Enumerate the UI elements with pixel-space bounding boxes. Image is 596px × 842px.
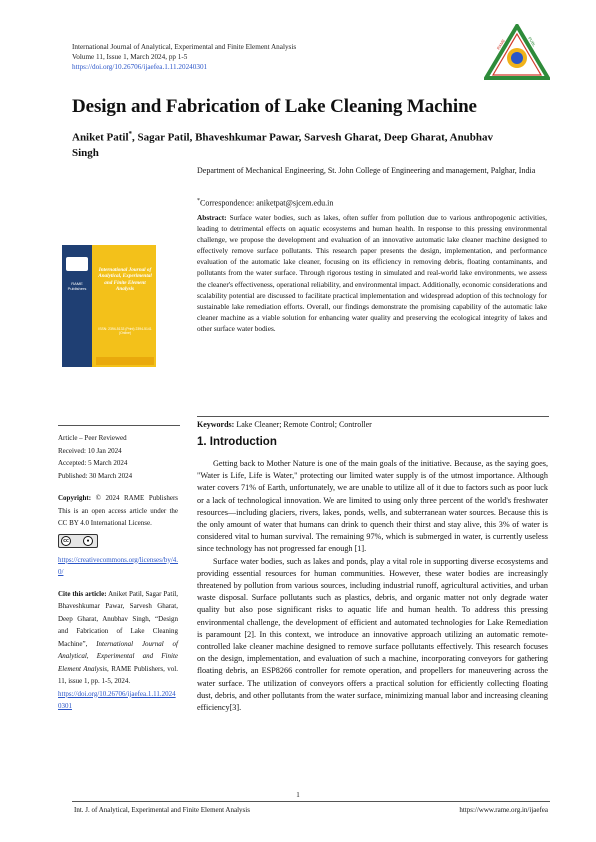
section-heading-introduction: 1. Introduction	[197, 436, 277, 448]
corresponding-mark: *	[197, 198, 200, 204]
article-info-sidebar	[58, 432, 178, 712]
paper-title: Design and Fabrication of Lake Cleaning Machine	[72, 96, 477, 117]
keywords-label: Keywords:	[197, 420, 235, 429]
footer-journal: Int. J. of Analytical, Experimental and Finite Element Analysis	[74, 806, 250, 814]
cover-subtitle: ISSN: 2394-5133 (Print) 2394-5141 (Online)	[98, 327, 152, 336]
abstract-divider	[197, 416, 549, 417]
copyright-label: Copyright:	[58, 494, 92, 502]
correspondence	[197, 195, 333, 210]
svg-text:PUBL: PUBL	[527, 35, 537, 48]
cite-doi-link[interactable]: https://doi.org/10.26706/ijaefea.1.11.20240301	[58, 689, 176, 710]
cc-icon: cc	[61, 536, 71, 546]
journal-doi-link[interactable]: https://doi.org/10.26706/ijaefea.1.11.20240301	[72, 63, 208, 71]
journal-volume: Volume 11, Issue 1, March 2024, pp 1-5	[72, 53, 188, 61]
journal-name: International Journal of Analytical, Experimental and Finite Element Analysis	[72, 43, 297, 51]
cite-label: Cite this article:	[58, 589, 107, 598]
published-date: Published: 30 March 2024	[58, 471, 133, 480]
cover-side-text: RAME Publishers	[67, 281, 87, 291]
cc-by-badge-icon[interactable]	[58, 534, 98, 548]
keywords-text: Lake Cleaner; Remote Control; Controller	[236, 420, 372, 429]
license-link[interactable]: https://creativecommons.org/licenses/by/4.0/	[58, 555, 179, 576]
abstract-text: Surface water bodies, such as lakes, often suffer from pollution due to various anthropogenic activities, leading to detrimental effects on aquatic ecosystems and human health. In response to this pressing environmental challenge, we propose the development and evaluation of an innovative automatic lake cleaner machine designed to effectively remove surface pollutants. This research paper presents the design, implementation, and performance evaluation of the automatic lake cleaner, focusing on its efficiency in removing debris, floating contaminants, and pollutants from the water surface. Through rigorous testing in simulated and real-world lake environments, we assess the cleaner's effectiveness, operational reliability, and environmental impact. Additionally, economic considerations and scalability potential are discussed to facilitate practical implementation and widespread adoption of this technology for sustainable lake remediation efforts. Overall, our findings demonstrate the promising capability of the automatic lake cleaner machine as a viable solution for enhancing water quality and preserving the ecological integrity of lakes and other surface water bodies.	[197, 213, 547, 333]
correspondence-email: Correspondence: aniketpat@sjcem.edu.in	[200, 198, 334, 208]
footer-url[interactable]: https://www.rame.org.in/ijaefea	[459, 806, 548, 814]
cite-tail: RAME Publishers, vol. 11, issue 1, pp. 1-5, 2024.	[58, 664, 178, 685]
accepted-date: Accepted: 5 March 2024	[58, 459, 128, 467]
citation	[58, 588, 178, 712]
article-dates	[58, 432, 178, 482]
cite-text: Aniket Patil, Sagar Patil, Bhaveshkumar Pawar, Sarvesh Gharat, Deep Gharat, Anubhav Singh, “Design and Fabrication of Lake Cleaning Machine”,	[58, 589, 178, 648]
cover-bottom-band	[96, 357, 154, 365]
keywords	[197, 420, 372, 429]
paragraph: Surface water bodies, such as lakes and ponds, play a vital role in supporting diverse ecosystems and providing essential resources for human communities. However, these water bodies are increasingly threatened by pollution from various sources, including industrial runoff, agricultural activities, and urban waste disposal. Surface pollutants such as plastics, debris, and organic matter not only degrade water quality but also pose significant risks to aquatic life and human health. To address this pressing environmental challenge, the development of efficient and automated technologies for Lake Remediation is paramount [2]. In this context, we introduce an innovative approach utilizing an automatic remote-controlled lake cleaner machine designed to remove surface pollutants effectively. This research focuses on the design, implementation, and evaluation of such a machine, incorporating conveyors for gathering floating debris, an ESP8266 controller for remote operation, and propellers for maneuvering across the water surface. The utilization of conveyors offers a practical solution for efficiently collecting floating dust, debris, and other pollutants from the water surface, minimizing manual labor and increasing cleaning efficiency[3].	[197, 556, 548, 713]
cover-title: International Journal of Analytical, Experimental and Finite Element Analysis	[98, 267, 152, 293]
received-date: Received: 10 Jan 2024	[58, 446, 122, 455]
introduction-body	[197, 458, 548, 714]
author-rest: , Sagar Patil, Bhaveshkumar Pawar, Sarvesh Gharat, Deep Gharat, Anubhav	[132, 131, 494, 144]
paragraph: Getting back to Mother Nature is one of the main goals of the initiative. Because, as the saying goes, "Water is Life, Life is Water," protecting our limited water supply is of the utmost importance. Although water covers 71% of Earth, unfortunately, we are unable to utilize all of it due to factors such as poor luck or a lack of technological innovation. We are limited to using only three percent of the world's freshwater resources—including glaciers, rivers, lakes, ponds, wells, and subterranean water sources. Because this is the only amount of water that humans can drink to quench their thirst and stay alive, this 3% of water is considered vital to human survival. The remaining 97%, which is submerged in water, is currently useless since technology has not progressed far enough [1].	[197, 459, 548, 554]
cite-journal: International Journal of Analytical, Experimental and Finite Element Analysis,	[58, 639, 178, 673]
author-first: Aniket Patil	[72, 131, 129, 144]
article-type: Article – Peer Reviewed	[58, 434, 127, 442]
by-icon: ●	[83, 536, 93, 546]
author-list	[72, 127, 552, 161]
affiliation: Department of Mechanical Engineering, St. John College of Engineering and management, Palghar, India	[197, 166, 536, 175]
corresponding-mark: *	[128, 130, 133, 138]
copyright-notice	[58, 492, 178, 530]
copyright-text: © 2024 RAME Publishers This is an open access article under the CC BY 4.0 International License.	[58, 494, 179, 527]
svg-text:RAME: RAME	[495, 38, 506, 51]
abstract	[197, 212, 547, 334]
journal-header	[72, 42, 296, 72]
sidebar-divider	[58, 425, 180, 426]
cover-logo	[66, 257, 88, 271]
journal-cover-image	[62, 245, 156, 367]
page-number: 1	[296, 791, 300, 799]
publisher-logo	[484, 24, 550, 80]
abstract-label: Abstract:	[197, 213, 227, 222]
footer-divider	[72, 801, 550, 802]
author-last: Singh	[72, 146, 99, 159]
